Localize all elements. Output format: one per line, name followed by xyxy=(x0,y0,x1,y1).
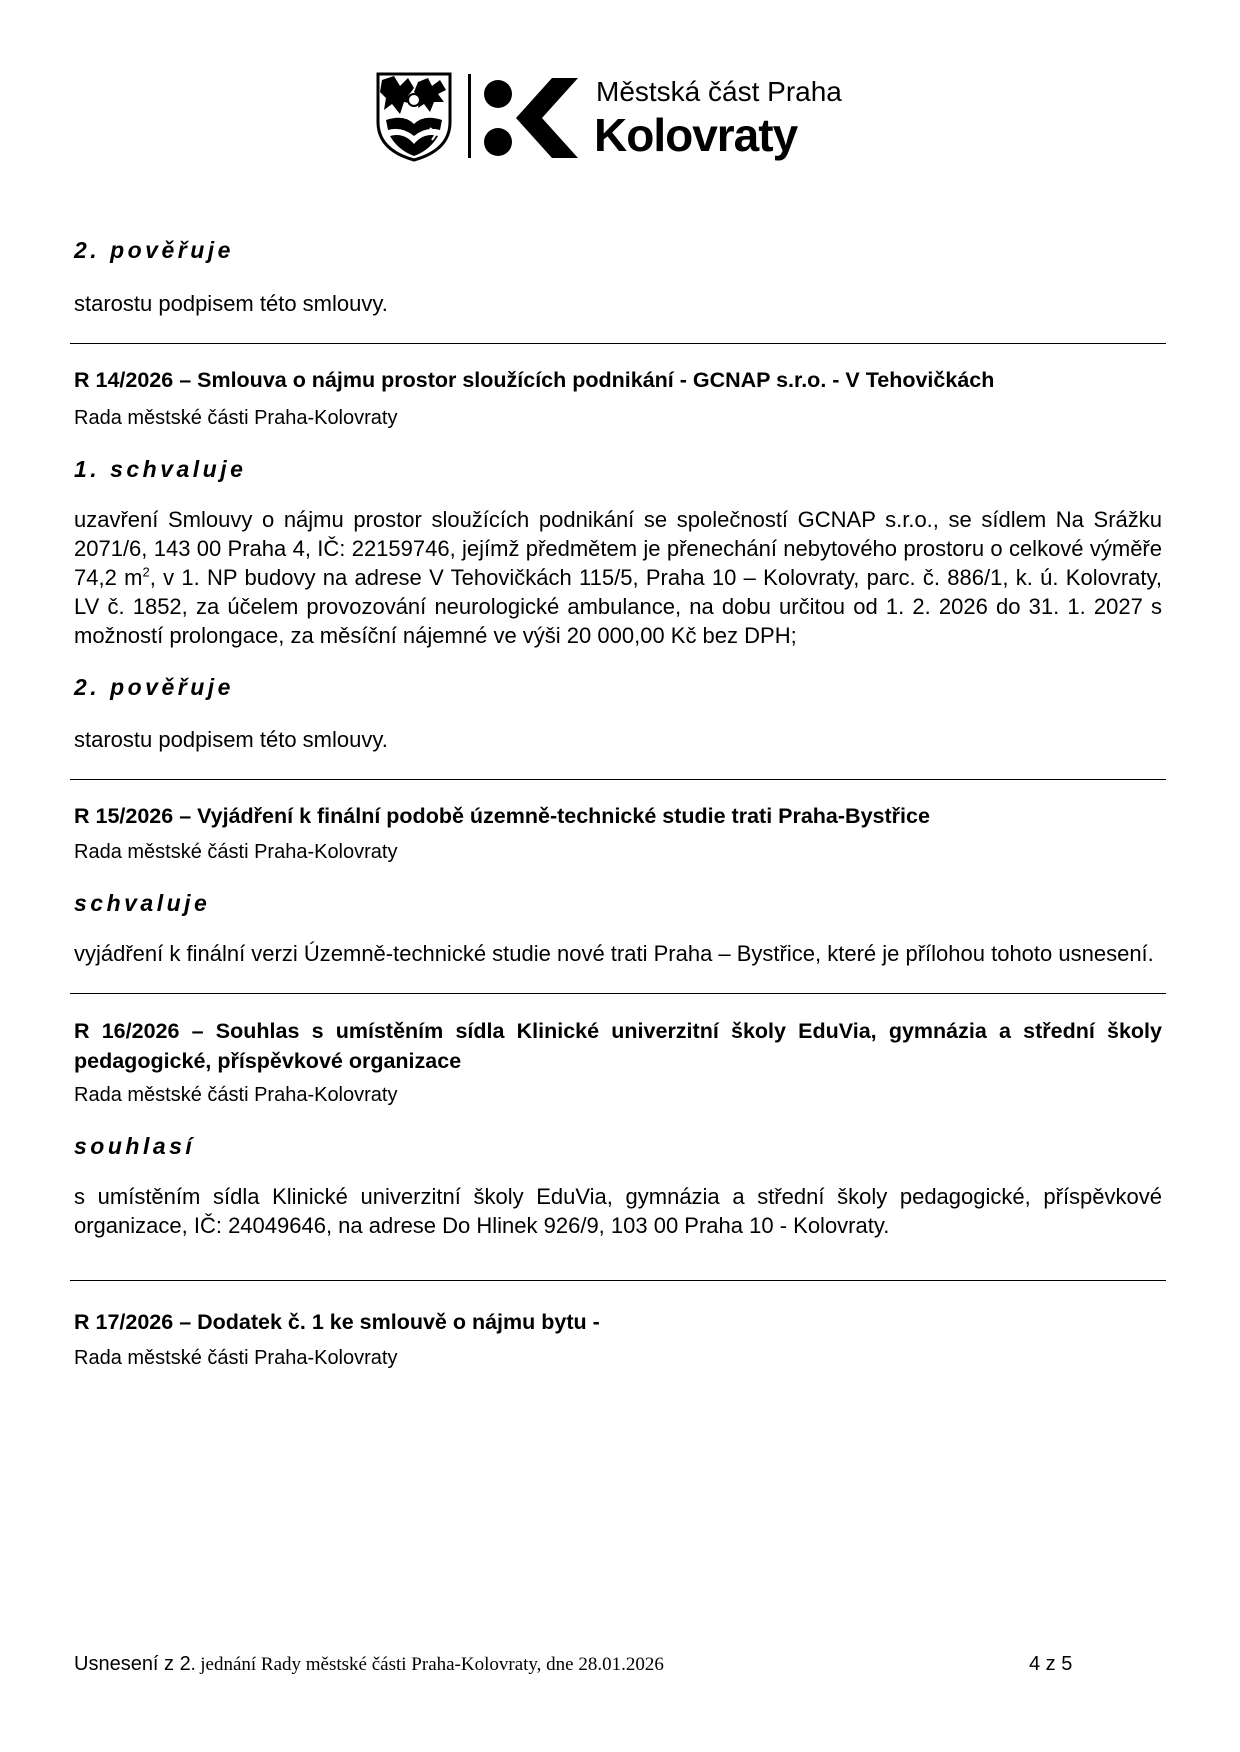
footer-text: . jednání Rady městské části Praha-Kolovraty, dne 28.01.2026 xyxy=(190,1654,664,1675)
resolution-text-part: uzavření Smlouvy o nájmu prostor sloužících podnikání se společností GCNAP s.r.o., se sídlem Na Srážku 2071/6, 143 00 Praha 4, IČ: 22159746, jejímž předmětem je přenechání nebytového prostoru o celkové výměře 74,2 m xyxy=(74,507,1162,590)
resolution-verb: souhlasí xyxy=(74,1133,196,1159)
resolution-text xyxy=(74,505,1162,650)
resolution-title: R 17/2026 – Dodatek č. 1 ke smlouvě o nájmu bytu - xyxy=(74,1310,600,1334)
resolution-verb: schvaluje xyxy=(74,890,211,916)
kolovraty-dots-chevron-icon xyxy=(482,76,582,160)
resolution-text: starostu podpisem této smlouvy. xyxy=(74,291,388,316)
resolution-title: R 14/2026 – Smlouva o nájmu prostor sloužících podnikání - GCNAP s.r.o. - V Tehovičkách xyxy=(74,368,995,392)
document-body xyxy=(74,237,1162,1370)
resolution-verb: 2. pověřuje xyxy=(74,674,234,700)
resolution-text: starostu podpisem této smlouvy. xyxy=(74,727,388,752)
municipality-logo xyxy=(374,70,874,162)
resolution-council: Rada městské části Praha-Kolovraty xyxy=(74,1347,398,1369)
resolution-title: R 15/2026 – Vyjádření k finální podobě územně-technické studie trati Praha-Bystřice xyxy=(74,804,930,828)
resolution-council: Rada městské části Praha-Kolovraty xyxy=(74,841,398,863)
resolution-text: s umístěním sídla Klinické univerzitní školy EduVia, gymnázia a střední školy pedagogické, příspěvkové organizace, IČ: 24049646, na adrese Do Hlinek 926/9, 103 00 Praha 10 - Kolovraty. xyxy=(74,1184,1162,1238)
superscript: 2 xyxy=(142,564,150,580)
resolution-verb: 1. schvaluje xyxy=(74,456,247,482)
footer-prefix: Usnesení z 2 xyxy=(74,1653,191,1675)
resolution-title: R 16/2026 – Souhlas s umístěním sídla Klinické univerzitní školy EduVia, gymnázia a střední školy pedagogické, příspěvkové organizace xyxy=(74,1019,1162,1073)
resolution-text: vyjádření k finální verzi Územně-technické studie nové trati Praha – Bystřice, které je přílohou tohoto usnesení. xyxy=(74,941,1154,966)
logo-divider xyxy=(468,74,471,158)
section-divider xyxy=(70,1280,1166,1281)
page-footer xyxy=(74,1653,1074,1676)
section-divider xyxy=(70,993,1166,994)
section-divider xyxy=(70,343,1166,344)
resolution-council: Rada městské části Praha-Kolovraty xyxy=(74,1084,398,1106)
page-number: 4 z 5 xyxy=(1029,1653,1073,1675)
logo-line-1: Městská část Praha xyxy=(596,76,842,107)
resolution-council: Rada městské části Praha-Kolovraty xyxy=(74,407,398,429)
logo-line-2: Kolovraty xyxy=(594,109,798,161)
section-divider xyxy=(70,779,1166,780)
resolution-text-part: , v 1. NP budovy na adrese V Tehovičkách 115/5, Praha 10 – Kolovraty, parc. č. 886/1, k. ú. Kolovraty, LV č. 1852, za účelem provozování neurologické ambulance, na dobu určitou od 1. 2. 2026 do 31. 1. 2027 s možností prolongace, za měsíční nájemné ve výši 20 000,00 Kč bez DPH; xyxy=(74,565,1162,648)
resolution-verb: 2. pověřuje xyxy=(74,237,234,263)
eagle-crest-icon xyxy=(374,70,454,162)
